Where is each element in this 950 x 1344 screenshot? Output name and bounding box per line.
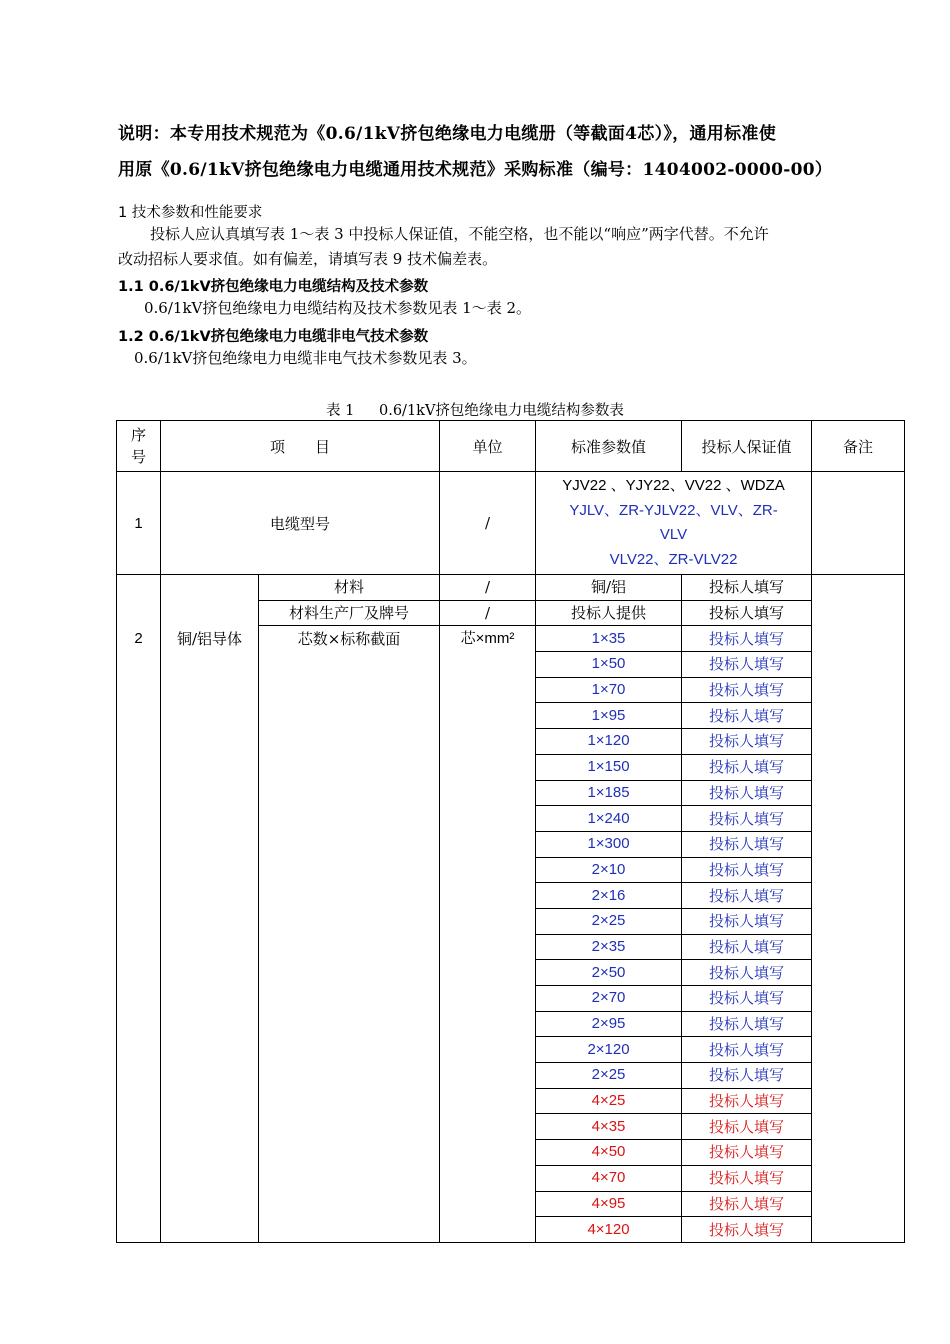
section-label: 芯数×标称截面 — [259, 626, 440, 1243]
section-value: 2×95 — [536, 1011, 682, 1037]
section-1-1-para: 0.6/1kV挤包绝缘电力电缆结构及技术参数见表 1～表 2。 — [144, 299, 531, 317]
section-bidder-fill: 投标人填写 — [682, 1088, 812, 1114]
section-bidder-fill: 投标人填写 — [682, 780, 812, 806]
section-bidder-fill: 投标人填写 — [682, 754, 812, 780]
section-bidder-fill: 投标人填写 — [682, 626, 812, 652]
header-standard-value: 标准参数值 — [536, 421, 682, 472]
material-label: 材料 — [259, 575, 440, 601]
table-caption-number: 表 1 — [326, 403, 355, 419]
section-value: 1×185 — [536, 780, 682, 806]
section-value: 1×50 — [536, 652, 682, 678]
row2-group: 铜/铝导体 — [161, 575, 259, 1243]
section-bidder-fill: 投标人填写 — [682, 1140, 812, 1166]
row1-model-list — [536, 472, 812, 575]
material-unit: / — [440, 575, 536, 601]
section-value: 2×50 — [536, 960, 682, 986]
section-value: 4×120 — [536, 1217, 682, 1243]
section-1-heading: 1 技术参数和性能要求 — [118, 205, 263, 221]
header-bidder-guarantee: 投标人保证值 — [682, 421, 812, 472]
row1-unit: / — [440, 472, 536, 575]
section-bidder-fill: 投标人填写 — [682, 1165, 812, 1191]
maker-bidder: 投标人填写 — [682, 600, 812, 626]
section-bidder-fill: 投标人填写 — [682, 1114, 812, 1140]
section-value: 4×95 — [536, 1191, 682, 1217]
section-1-2-para: 0.6/1kV挤包绝缘电力电缆非电气技术参数见表 3。 — [134, 349, 477, 367]
row2-remark — [812, 575, 905, 1243]
section-1-1-heading: 1.1 0.6/1kV挤包绝缘电力电缆结构及技术参数 — [118, 279, 429, 295]
section-bidder-fill: 投标人填写 — [682, 729, 812, 755]
section-bidder-fill: 投标人填写 — [682, 960, 812, 986]
row2-seq: 2 — [117, 575, 161, 1243]
section-value: 4×50 — [536, 1140, 682, 1166]
row1-item: 电缆型号 — [161, 472, 440, 575]
section-value: 1×150 — [536, 754, 682, 780]
section-value: 1×120 — [536, 729, 682, 755]
row-cable-model — [117, 472, 905, 575]
section-bidder-fill: 投标人填写 — [682, 831, 812, 857]
maker-label: 材料生产厂及牌号 — [259, 600, 440, 626]
header-unit: 单位 — [440, 421, 536, 472]
intro-line-2: 用原《0.6/1kV挤包绝缘电力电缆通用技术规范》采购标准（编号：1404002-0000-00） — [118, 160, 833, 180]
table-caption-title: 0.6/1kV挤包绝缘电力电缆结构参数表 — [379, 403, 624, 419]
section-bidder-fill: 投标人填写 — [682, 677, 812, 703]
section-value: 1×95 — [536, 703, 682, 729]
section-bidder-fill: 投标人填写 — [682, 703, 812, 729]
row1-seq: 1 — [117, 472, 161, 575]
section-value: 4×70 — [536, 1165, 682, 1191]
model-line-2: YJLV、ZR-YJLV22、VLV、ZR- — [569, 501, 778, 519]
model-line-4: VLV22、ZR-VLV22 — [609, 550, 738, 568]
model-line-3: VLV — [659, 526, 688, 543]
intro-line-1: 说明：本专用技术规范为《0.6/1kV挤包绝缘电力电缆册（等截面4芯）》，通用标准使 — [118, 124, 777, 144]
section-bidder-fill: 投标人填写 — [682, 1191, 812, 1217]
section-bidder-fill: 投标人填写 — [682, 986, 812, 1012]
section-bidder-fill: 投标人填写 — [682, 908, 812, 934]
section-bidder-fill: 投标人填写 — [682, 934, 812, 960]
maker-value: 投标人提供 — [536, 600, 682, 626]
section-1-2-heading: 1.2 0.6/1kV挤包绝缘电力电缆非电气技术参数 — [118, 329, 429, 345]
table-caption — [0, 399, 950, 420]
model-line-1: YJV22 、YJY22、VV22 、WDZA — [562, 477, 785, 494]
row1-remark — [812, 472, 905, 575]
section-bidder-fill: 投标人填写 — [682, 857, 812, 883]
section-value: 1×300 — [536, 831, 682, 857]
material-bidder: 投标人填写 — [682, 575, 812, 601]
structure-parameter-table — [116, 420, 905, 1243]
row-material — [117, 575, 905, 601]
section-value: 2×70 — [536, 986, 682, 1012]
section-value: 2×35 — [536, 934, 682, 960]
section-value: 2×25 — [536, 908, 682, 934]
material-value: 铜/铝 — [536, 575, 682, 601]
section-value: 2×10 — [536, 857, 682, 883]
section-bidder-fill: 投标人填写 — [682, 1011, 812, 1037]
table-header-row — [117, 421, 905, 472]
section-bidder-fill: 投标人填写 — [682, 883, 812, 909]
section-value: 2×25 — [536, 1063, 682, 1089]
section-bidder-fill: 投标人填写 — [682, 806, 812, 832]
header-seq: 序号 — [117, 421, 161, 472]
header-item: 项 目 — [161, 421, 440, 472]
section-bidder-fill: 投标人填写 — [682, 1037, 812, 1063]
section-1-para-line-2: 改动招标人要求值。如有偏差，请填写表 9 技术偏差表。 — [118, 250, 498, 268]
section-value: 2×16 — [536, 883, 682, 909]
section-bidder-fill: 投标人填写 — [682, 1217, 812, 1243]
section-value: 1×35 — [536, 626, 682, 652]
section-unit: 芯×mm² — [440, 626, 536, 1243]
section-value: 4×35 — [536, 1114, 682, 1140]
section-value: 4×25 — [536, 1088, 682, 1114]
maker-unit: / — [440, 600, 536, 626]
section-bidder-fill: 投标人填写 — [682, 1063, 812, 1089]
section-1-para-line-1: 投标人应认真填写表 1～表 3 中投标人保证值，不能空格，也不能以“响应”两字代替。不允许 — [150, 225, 769, 243]
section-value: 1×240 — [536, 806, 682, 832]
header-remark: 备注 — [812, 421, 905, 472]
section-value: 2×120 — [536, 1037, 682, 1063]
section-value: 1×70 — [536, 677, 682, 703]
section-bidder-fill: 投标人填写 — [682, 652, 812, 678]
